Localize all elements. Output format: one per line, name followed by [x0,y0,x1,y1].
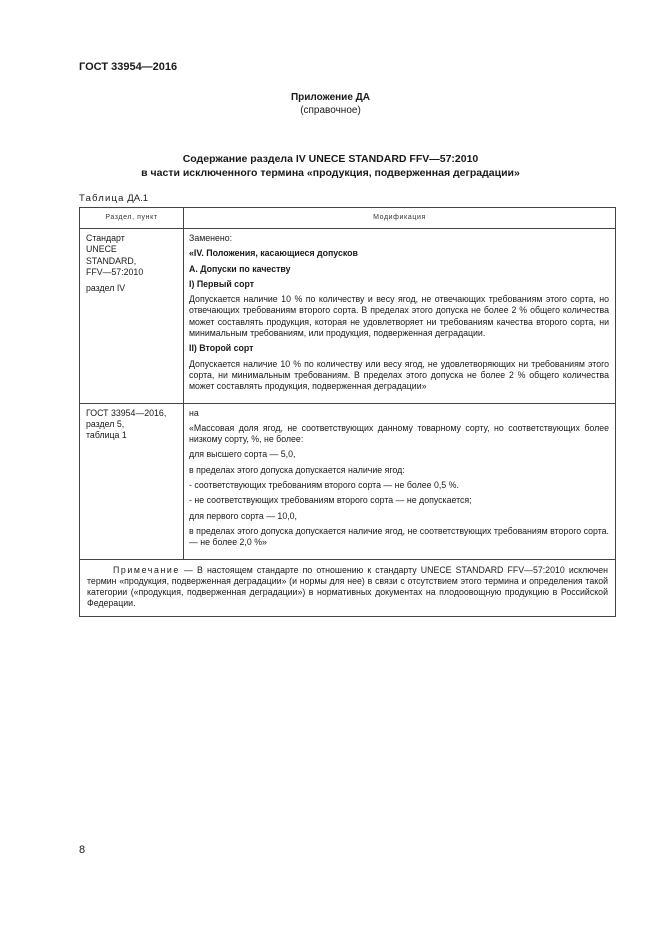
mod-heading: А. Допуски по качеству [189,263,291,274]
mod-heading: II) Второй сорт [189,343,254,354]
mod-heading: «IV. Положения, касающиеся допусков [189,248,358,259]
section-line: STANDARD, [86,255,137,266]
appendix-subtitle: (справочное) [300,105,361,116]
section-title-line-2: в части исключенного термина «продукция, подверженная деградации» [141,167,520,179]
mod-paragraph: на [189,407,199,418]
mod-paragraph: «Массовая доля ягод, не соответствующих данному товарному сорту, но соответствующих более низкому сорту, %, не более: [189,422,609,445]
mod-heading: I) Первый сорт [189,278,255,289]
row1-section-cell [80,229,184,404]
table-caption-number: ДА.1 [124,193,148,204]
table-row [80,403,616,559]
section-line: UNECE [86,244,117,255]
table-note-row [80,559,616,616]
mod-paragraph: - соответствующих требованиям второго сорта — не более 0,5 %. [189,480,459,491]
note-label: Примечание [113,564,180,575]
mod-paragraph: - не соответствующих требованиям второго сорта — не допускается; [189,495,472,506]
mod-paragraph: в пределах этого допуска допускается наличие ягод, не соответствующих требованиям второго сорта. — не более 2,0 %» [189,525,609,548]
appendix-heading [0,91,661,117]
section-line: ГОСТ 33954—2016, [86,407,167,418]
section-line: таблица 1 [86,430,127,441]
modification-table [79,207,616,617]
mod-paragraph: для первого сорта — 10,0, [189,510,298,521]
section-line: раздел 5, [86,418,125,429]
row2-section-cell [80,403,184,559]
mod-paragraph: Допускается наличие 10 % по количеству или весу ягод, не удовлетворяющих ни требованиям этого сорта, ни минимальным требованиям. В пределах этого допуска не более 2 % общего количества может составлять продукция, подверженная деградации» [189,358,609,392]
page-number: 8 [79,844,86,856]
document-code: ГОСТ 33954—2016 [79,61,178,73]
table-caption-label: Таблица [79,193,125,204]
section-line: раздел IV [86,283,126,294]
mod-paragraph: Допускается наличие 10 % по количеству и весу ягод, не отвечающих требованиям этого сорта, но отвечающих требованиям второго сорта. В пределах этого допуска не более 2 % общего количества может составлять продукция, которая не удовлетворяет ни требованиям качества второго сорта, ни минимальным требованиям, или продукция, подверженная деградации. [189,294,609,339]
header-section: Раздел, пункт [80,208,184,229]
mod-paragraph: Заменено: [189,233,233,243]
note-cell [80,559,616,616]
table-header-row [80,208,616,229]
table-caption [79,193,148,204]
note-text: — В настоящем стандарте по отношению к стандарту UNECE STANDARD FFV—57:2010 исключен термин «продукция, подверженная деградации» (и нормы для нее) в связи с отсутствием этого термина и определения такой категории («продукция, подверженная деградации») в нормативных документах на плодоовощную продукцию в Российской Федерации. [87,564,608,609]
row1-modification-cell [184,229,616,404]
section-line: FFV—57:2010 [86,266,144,277]
section-line: Стандарт [86,233,125,243]
mod-paragraph: в пределах этого допуска допускается наличие ягод: [189,464,405,475]
appendix-title: Приложение ДА [290,92,371,103]
section-title [0,152,661,180]
row2-modification-cell [184,403,616,559]
header-modification: Модификация [184,208,616,229]
section-title-line-1: Содержание раздела IV UNECE STANDARD FFV—57:2010 [182,153,479,165]
table-row [80,229,616,404]
mod-paragraph: для высшего сорта — 5,0, [189,449,296,460]
